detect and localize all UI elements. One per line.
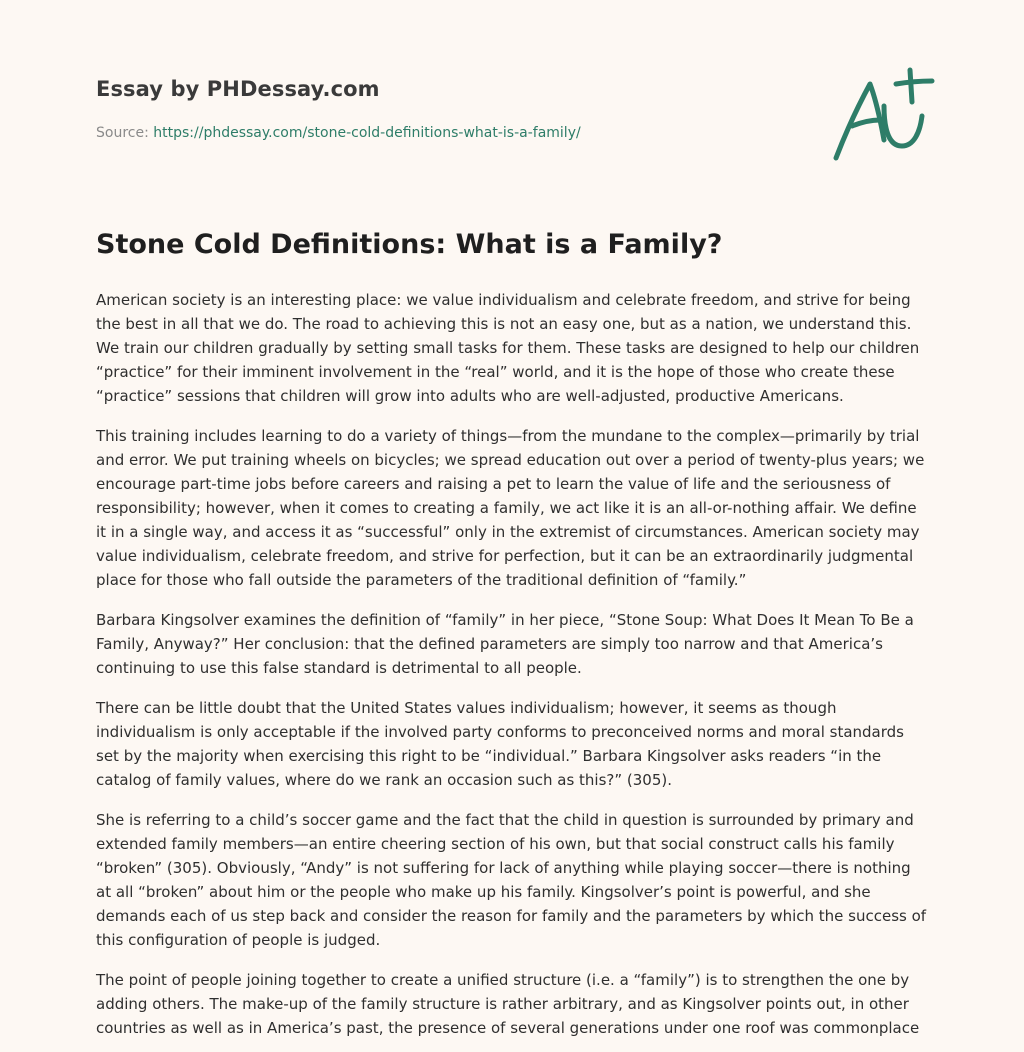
essay-paragraph: Barbara Kingsolver examines the definition of “family” in her piece, “Stone Soup: What Does It Mean To Be a Family, Anyway?” Her conclusion: that the defined parameters are simply too narrow and that America’s continuing to use this false standard is detrimental to all people. xyxy=(96,611,914,677)
essay-paragraph: The point of people joining together to create a unified structure (i.e. a “family”) is to strengthen the one by adding others. The make-up of the family structure is rather arbitrary, and as Kingsolver points out, in other countries as well as in America’s past, the presence of several generations under one roof was commonplace xyxy=(96,971,920,1037)
source-line xyxy=(96,125,581,141)
essay-body xyxy=(96,288,928,1040)
essay-paragraph: This training includes learning to do a variety of things—from the mundane to the complex—primarily by trial and error. We put training wheels on bicycles; we spread education out over a period of twenty-plus years; we encourage part-time jobs before careers and raising a pet to learn the value of life and the seriousness of responsibility; however, when it comes to creating a family, we act like it is an all-or-nothing affair. We define it in a single way, and access it as “successful” only in the extremist of circumstances. American society may value individualism, celebrate freedom, and strive for perfection, but it can be an extraordinarily judgmental place for those who fall outside the parameters of the traditional definition of “family.” xyxy=(96,427,925,589)
site-brand: Essay by PHDessay.com xyxy=(96,77,380,101)
essay-title: Stone Cold Definitions: What is a Family? xyxy=(96,229,723,260)
essay-paragraph: There can be little doubt that the United States values individualism; however, it seems as though individualism is only acceptable if the involved party conforms to preconceived norms and moral standards set by the majority when exercising this right to be “individual.” Barbara Kingsolver asks readers “in the catalog of family values, where do we rank an occasion such as this?” (305). xyxy=(96,699,904,789)
a-plus-grade-icon xyxy=(832,66,936,166)
essay-paragraph: American society is an interesting place: we value individualism and celebrate freedom, and strive for being the best in all that we do. The road to achieving this is not an easy one, but as a nation, we understand this. We train our children gradually by setting small tasks for them. These tasks are designed to help our children “practice” for their imminent involvement in the “real” world, and it is the hope of those who create these “practice” sessions that children will grow into adults who are well-adjusted, productive Americans. xyxy=(96,291,920,405)
page-header xyxy=(96,0,928,190)
source-link[interactable]: https://phdessay.com/stone-cold-definitions-what-is-a-family/ xyxy=(153,125,581,141)
essay-paragraph: She is referring to a child’s soccer game and the fact that the child in question is surrounded by primary and extended family members—an entire cheering section of his own, but that social construct calls his family “broken” (305). Obviously, “Andy” is not suffering for lack of anything while playing soccer—there is nothing at all “broken” about him or the people who make up his family. Kingsolver’s point is powerful, and she demands each of us step back and consider the reason for family and the parameters by which the success of this configuration of people is judged. xyxy=(96,811,927,949)
source-label: Source: xyxy=(96,125,154,141)
